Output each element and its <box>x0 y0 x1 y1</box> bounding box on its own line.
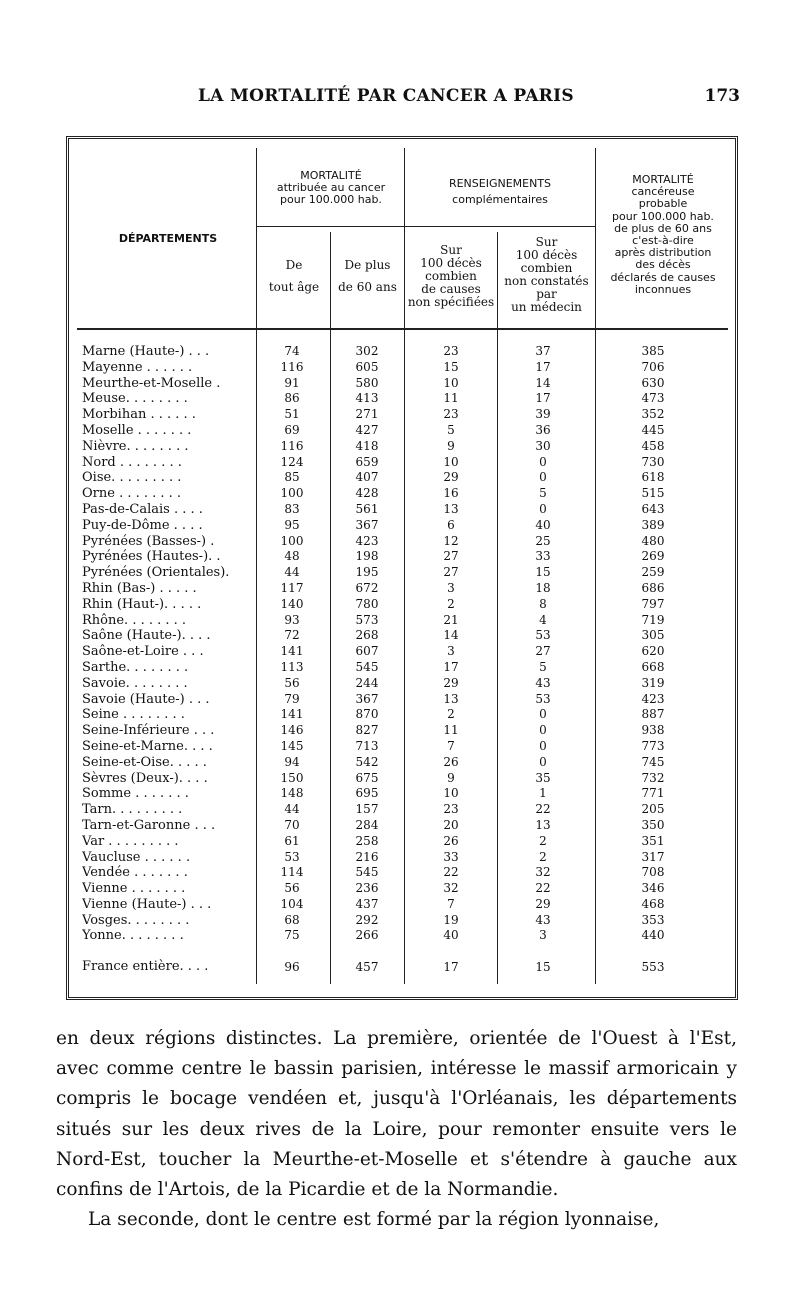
cell-probable: 732 <box>641 770 665 785</box>
cell-non-const: 33 <box>535 549 551 564</box>
cell-non-const: 5 <box>539 659 547 674</box>
table-row <box>77 818 737 834</box>
cell-plus-60: 713 <box>355 738 379 753</box>
table-row <box>77 391 737 407</box>
cell-non-const: 43 <box>535 675 551 690</box>
table-row <box>77 565 737 581</box>
cell-tout-age: 94 <box>284 754 300 769</box>
body-text <box>56 1024 737 1235</box>
table-row <box>77 692 737 708</box>
cell-non-const: 22 <box>535 881 551 896</box>
cell-non-spec: 14 <box>443 628 459 643</box>
cell-tout-age: 91 <box>284 375 300 390</box>
table-row <box>77 739 737 755</box>
cell-probable: 352 <box>641 407 665 422</box>
table-row <box>77 865 737 881</box>
departement-name: Marne (Haute-) . . . <box>82 344 210 359</box>
cell-probable: 797 <box>641 596 665 611</box>
cell-plus-60: 244 <box>355 675 379 690</box>
cell-plus-60: 542 <box>355 754 379 769</box>
departement-name: Oise. . . . . . . . . <box>82 470 182 486</box>
total-departement: France entière. . . . <box>82 959 209 974</box>
cell-tout-age: 86 <box>284 391 300 406</box>
departement-name: Orne . . . . . . . . <box>82 486 182 502</box>
cell-non-spec: 10 <box>443 454 459 469</box>
cell-non-spec: 26 <box>443 833 459 848</box>
cell-probable: 353 <box>641 912 665 927</box>
cell-plus-60: 268 <box>355 628 379 643</box>
cell-non-spec: 2 <box>447 596 455 611</box>
table-row <box>77 850 737 866</box>
departement-name: Savoie. . . . . . . . <box>82 675 188 691</box>
cell-non-const: 8 <box>539 596 547 611</box>
table-row <box>77 913 737 929</box>
subheader-rule-left <box>256 226 404 227</box>
departement-name: Sèvres (Deux-). . . . <box>82 770 208 786</box>
cell-tout-age: 124 <box>280 454 304 469</box>
cell-tout-age: 93 <box>284 612 300 627</box>
cell-non-const: 25 <box>535 533 551 548</box>
departement-name: Vienne . . . . . . . <box>82 881 186 897</box>
table-row <box>77 755 737 771</box>
table-row <box>77 881 737 897</box>
cell-probable: 346 <box>641 881 665 896</box>
total-non-const: 15 <box>535 960 551 974</box>
cell-plus-60: 605 <box>355 359 379 374</box>
table-row <box>77 502 737 518</box>
cell-tout-age: 68 <box>284 912 300 927</box>
cell-probable: 708 <box>641 865 665 880</box>
cell-non-spec: 20 <box>443 817 459 832</box>
cell-non-const: 0 <box>539 723 547 738</box>
cell-tout-age: 61 <box>284 833 300 848</box>
table-row <box>77 802 737 818</box>
cell-non-spec: 29 <box>443 675 459 690</box>
page-header <box>0 86 800 116</box>
total-tout-age: 96 <box>284 960 300 974</box>
cell-non-const: 30 <box>535 438 551 453</box>
cell-probable: 730 <box>641 454 665 469</box>
cell-plus-60: 216 <box>355 849 379 864</box>
table-row <box>77 628 737 644</box>
cell-non-const: 2 <box>539 833 547 848</box>
cell-non-const: 13 <box>535 817 551 832</box>
cell-tout-age: 140 <box>280 596 304 611</box>
departement-name: Sarthe. . . . . . . . <box>82 659 189 675</box>
table-row <box>77 376 737 392</box>
cell-non-const: 37 <box>535 344 551 358</box>
cell-plus-60: 284 <box>355 817 379 832</box>
departement-name: Vaucluse . . . . . . <box>82 849 191 865</box>
cell-probable: 745 <box>641 754 665 769</box>
header-renseignements: RENSEIGNEMENTS complémentaires <box>448 177 552 206</box>
table-row <box>77 534 737 550</box>
cell-non-const: 0 <box>539 454 547 469</box>
cell-non-spec: 23 <box>443 802 459 817</box>
cell-tout-age: 75 <box>284 928 300 943</box>
cell-probable: 643 <box>641 501 665 516</box>
table-row <box>77 834 737 850</box>
cell-non-const: 43 <box>535 912 551 927</box>
cell-probable: 458 <box>641 438 665 453</box>
cell-non-const: 0 <box>539 501 547 516</box>
cell-tout-age: 100 <box>280 486 304 501</box>
cell-non-const: 2 <box>539 849 547 864</box>
cell-non-spec: 40 <box>443 928 459 943</box>
cell-tout-age: 104 <box>280 896 304 911</box>
cell-tout-age: 48 <box>284 549 300 564</box>
cell-non-spec: 23 <box>443 344 459 358</box>
departement-name: Yonne. . . . . . . . <box>82 928 184 944</box>
body-paragraph-1: en deux régions distinctes. La première, orientée de l'Ouest à l'Est, avec comme centre le bassin parisien, intéresse le massif armoricain y compris le bocage vendéen et, jusqu'à l'Orléanais, les départements situés sur les deux rives de la Loire, pour remonter ensuite vers le Nord-Est, toucher la Meurthe-et-Moselle et s'étendre à gauche aux confins de l'Artois, de la Picardie et de la Normandie. <box>56 1028 737 1201</box>
cell-non-spec: 22 <box>443 865 459 880</box>
table-row <box>77 928 737 944</box>
cell-non-spec: 21 <box>443 612 459 627</box>
cell-plus-60: 437 <box>355 896 379 911</box>
cell-tout-age: 53 <box>284 849 300 864</box>
cell-plus-60: 157 <box>355 802 379 817</box>
cell-plus-60: 367 <box>355 517 379 532</box>
cell-probable: 515 <box>641 486 665 501</box>
cell-non-spec: 32 <box>443 881 459 896</box>
header-mortalite-probable: MORTALITÉ cancéreuse probable pour 100.000 hab. de plus de 60 ans c'est-à-dire après distribution des décès déclarés de causes inconnues <box>610 173 716 296</box>
cell-non-const: 15 <box>535 565 551 580</box>
cell-probable: 938 <box>641 723 665 738</box>
cell-probable: 771 <box>641 786 665 801</box>
cell-probable: 423 <box>641 691 665 706</box>
cell-probable: 668 <box>641 659 665 674</box>
cell-plus-60: 198 <box>355 549 379 564</box>
total-plus-60: 457 <box>355 960 379 974</box>
table-row <box>77 707 737 723</box>
departement-name: Vendée . . . . . . . <box>82 865 188 881</box>
cell-non-spec: 6 <box>447 517 455 532</box>
cell-tout-age: 51 <box>284 407 300 422</box>
cell-tout-age: 56 <box>284 675 300 690</box>
cell-non-const: 32 <box>535 865 551 880</box>
cell-probable: 319 <box>641 675 665 690</box>
cell-plus-60: 545 <box>355 865 379 880</box>
header-de-tout-age: De tout âge <box>268 258 320 294</box>
cell-tout-age: 70 <box>284 817 300 832</box>
table-row <box>77 549 737 565</box>
cell-tout-age: 148 <box>280 786 304 801</box>
table-row <box>77 470 737 486</box>
departement-name: Pyrénées (Orientales). <box>82 565 230 581</box>
departement-name: Tarn. . . . . . . . . <box>82 802 183 818</box>
cell-non-const: 0 <box>539 707 547 722</box>
departement-name: Saône (Haute-). . . . <box>82 628 211 644</box>
cell-tout-age: 100 <box>280 533 304 548</box>
cell-non-const: 40 <box>535 517 551 532</box>
table-row <box>77 455 737 471</box>
cell-tout-age: 56 <box>284 881 300 896</box>
total-non-spec: 17 <box>443 960 459 974</box>
cell-plus-60: 292 <box>355 912 379 927</box>
cell-non-spec: 29 <box>443 470 459 485</box>
cell-non-const: 5 <box>539 486 547 501</box>
departement-name: Rhin (Bas-) . . . . . <box>82 580 197 596</box>
cell-non-spec: 15 <box>443 359 459 374</box>
cell-non-spec: 10 <box>443 786 459 801</box>
table-row <box>77 439 737 455</box>
table-row <box>77 613 737 629</box>
subheader-rule-mid <box>404 226 595 227</box>
departement-name: Savoie (Haute-) . . . <box>82 691 210 707</box>
cell-non-spec: 3 <box>447 580 455 595</box>
table-row <box>77 518 737 534</box>
departement-name: Rhône. . . . . . . . <box>82 612 187 628</box>
departement-name: Pyrénées (Basses-) . <box>82 533 215 549</box>
table-row <box>77 676 737 692</box>
table-row <box>77 581 737 597</box>
cell-non-const: 0 <box>539 754 547 769</box>
cell-plus-60: 573 <box>355 612 379 627</box>
cell-non-const: 4 <box>539 612 547 627</box>
cell-plus-60: 675 <box>355 770 379 785</box>
cell-plus-60: 780 <box>355 596 379 611</box>
cell-non-const: 0 <box>539 470 547 485</box>
cell-non-spec: 5 <box>447 422 455 437</box>
cell-probable: 385 <box>641 344 665 358</box>
cell-non-const: 29 <box>535 896 551 911</box>
cell-non-const: 35 <box>535 770 551 785</box>
cell-plus-60: 672 <box>355 580 379 595</box>
cell-tout-age: 44 <box>284 802 300 817</box>
cell-plus-60: 418 <box>355 438 379 453</box>
cell-probable: 351 <box>641 833 665 848</box>
cell-non-spec: 10 <box>443 375 459 390</box>
cell-non-spec: 33 <box>443 849 459 864</box>
cell-non-spec: 13 <box>443 501 459 516</box>
cell-plus-60: 827 <box>355 723 379 738</box>
cell-non-const: 14 <box>535 375 551 390</box>
cell-tout-age: 72 <box>284 628 300 643</box>
cell-tout-age: 79 <box>284 691 300 706</box>
departement-name: Somme . . . . . . . <box>82 786 189 802</box>
departement-name: Saône-et-Loire . . . <box>82 644 204 660</box>
body-paragraph-2: La seconde, dont le centre est formé par la région lyonnaise, <box>88 1209 660 1231</box>
cell-non-spec: 16 <box>443 486 459 501</box>
cell-non-spec: 7 <box>447 896 455 911</box>
cell-non-spec: 27 <box>443 549 459 564</box>
cell-tout-age: 141 <box>280 707 304 722</box>
table-row <box>77 344 737 360</box>
cell-plus-60: 407 <box>355 470 379 485</box>
cell-non-spec: 11 <box>443 723 459 738</box>
header-de-plus-60: De plus de 60 ans <box>338 258 397 294</box>
cell-non-const: 53 <box>535 628 551 643</box>
departement-name: Pyrénées (Hautes-). . <box>82 549 221 565</box>
cell-probable: 205 <box>641 802 665 817</box>
table-row <box>77 597 737 613</box>
cell-probable: 468 <box>641 896 665 911</box>
cell-plus-60: 427 <box>355 422 379 437</box>
cell-probable: 473 <box>641 391 665 406</box>
cell-non-spec: 13 <box>443 691 459 706</box>
departement-name: Meuse. . . . . . . . <box>82 391 188 407</box>
cell-plus-60: 607 <box>355 644 379 659</box>
cell-probable: 686 <box>641 580 665 595</box>
table-body <box>77 344 737 944</box>
table-row <box>77 486 737 502</box>
cell-probable: 620 <box>641 644 665 659</box>
table-row <box>77 771 737 787</box>
cell-non-spec: 2 <box>447 707 455 722</box>
cell-probable: 706 <box>641 359 665 374</box>
cell-non-spec: 9 <box>447 438 455 453</box>
cell-plus-60: 695 <box>355 786 379 801</box>
departement-name: Vienne (Haute-) . . . <box>82 896 212 912</box>
cell-probable: 630 <box>641 375 665 390</box>
cell-plus-60: 302 <box>355 344 379 358</box>
cell-tout-age: 116 <box>280 359 304 374</box>
cell-plus-60: 580 <box>355 375 379 390</box>
departement-name: Rhin (Haut-). . . . . <box>82 596 202 612</box>
running-title: LA MORTALITÉ PAR CANCER A PARIS <box>198 86 574 106</box>
cell-non-spec: 26 <box>443 754 459 769</box>
table-row <box>77 723 737 739</box>
cell-non-const: 27 <box>535 644 551 659</box>
cell-tout-age: 85 <box>284 470 300 485</box>
table-row <box>77 407 737 423</box>
departement-name: Morbihan . . . . . . <box>82 407 196 423</box>
cell-non-spec: 19 <box>443 912 459 927</box>
cell-non-const: 39 <box>535 407 551 422</box>
cell-non-const: 3 <box>539 928 547 943</box>
cell-non-const: 36 <box>535 422 551 437</box>
cell-non-spec: 11 <box>443 391 459 406</box>
table-row <box>77 897 737 913</box>
cell-tout-age: 83 <box>284 501 300 516</box>
departement-name: Nièvre. . . . . . . . <box>82 438 189 454</box>
cell-probable: 350 <box>641 817 665 832</box>
departement-name: Mayenne . . . . . . <box>82 359 193 375</box>
header-non-specifiees: Sur 100 décès combien de causes non spécifiées <box>407 243 495 309</box>
departement-name: Var . . . . . . . . . <box>82 833 179 849</box>
cell-non-spec: 27 <box>443 565 459 580</box>
table-row <box>77 786 737 802</box>
cell-non-spec: 7 <box>447 738 455 753</box>
cell-non-spec: 3 <box>447 644 455 659</box>
total-probable: 553 <box>641 960 665 974</box>
cell-non-const: 22 <box>535 802 551 817</box>
cell-plus-60: 236 <box>355 881 379 896</box>
cell-non-const: 17 <box>535 391 551 406</box>
table-row <box>77 660 737 676</box>
cell-tout-age: 150 <box>280 770 304 785</box>
cell-plus-60: 258 <box>355 833 379 848</box>
cell-probable: 445 <box>641 422 665 437</box>
table-row <box>77 423 737 439</box>
cell-non-const: 0 <box>539 738 547 753</box>
cell-non-const: 1 <box>539 786 547 801</box>
departement-name: Moselle . . . . . . . <box>82 422 192 438</box>
cell-tout-age: 146 <box>280 723 304 738</box>
departement-name: Tarn-et-Garonne . . . <box>82 817 216 833</box>
cell-plus-60: 659 <box>355 454 379 469</box>
cell-probable: 440 <box>641 928 665 943</box>
cell-plus-60: 423 <box>355 533 379 548</box>
cell-non-const: 18 <box>535 580 551 595</box>
cell-plus-60: 870 <box>355 707 379 722</box>
cell-tout-age: 69 <box>284 422 300 437</box>
cell-tout-age: 145 <box>280 738 304 753</box>
cell-plus-60: 195 <box>355 565 379 580</box>
cell-probable: 317 <box>641 849 665 864</box>
departement-name: Seine-et-Oise. . . . . <box>82 754 207 770</box>
cell-non-spec: 23 <box>443 407 459 422</box>
cell-plus-60: 266 <box>355 928 379 943</box>
cell-tout-age: 141 <box>280 644 304 659</box>
table-row <box>77 360 737 376</box>
cell-tout-age: 95 <box>284 517 300 532</box>
cell-tout-age: 44 <box>284 565 300 580</box>
departement-name: Seine . . . . . . . . <box>82 707 185 723</box>
departement-name: Puy-de-Dôme . . . . <box>82 517 203 533</box>
departement-name: Nord . . . . . . . . <box>82 454 182 470</box>
cell-plus-60: 413 <box>355 391 379 406</box>
cell-plus-60: 561 <box>355 501 379 516</box>
page-number: 173 <box>704 86 740 106</box>
table-row <box>77 644 737 660</box>
cell-probable: 389 <box>641 517 665 532</box>
departement-name: Seine-et-Marne. . . . <box>82 738 213 754</box>
cell-tout-age: 113 <box>280 659 304 674</box>
cell-tout-age: 117 <box>280 580 304 595</box>
departement-name: Seine-Inférieure . . . <box>82 723 215 739</box>
cell-non-spec: 17 <box>443 659 459 674</box>
cell-tout-age: 114 <box>280 865 304 880</box>
cell-plus-60: 428 <box>355 486 379 501</box>
cell-non-const: 17 <box>535 359 551 374</box>
departement-name: Meurthe-et-Moselle . <box>82 375 221 391</box>
cell-probable: 259 <box>641 565 665 580</box>
cell-probable: 305 <box>641 628 665 643</box>
cell-probable: 269 <box>641 549 665 564</box>
departement-name: Pas-de-Calais . . . . <box>82 501 203 517</box>
cell-probable: 719 <box>641 612 665 627</box>
departement-name: Vosges. . . . . . . . <box>82 912 190 928</box>
cell-non-spec: 12 <box>443 533 459 548</box>
cell-probable: 618 <box>641 470 665 485</box>
cell-probable: 480 <box>641 533 665 548</box>
header-mortalite-group: MORTALITÉ attribuée au cancer pour 100.000 hab. <box>276 169 386 206</box>
cell-non-spec: 9 <box>447 770 455 785</box>
cell-non-const: 53 <box>535 691 551 706</box>
cell-probable: 887 <box>641 707 665 722</box>
header-departements: DÉPARTEMENTS <box>118 232 218 245</box>
cell-tout-age: 74 <box>284 344 300 358</box>
cell-probable: 773 <box>641 738 665 753</box>
header-non-constates: Sur 100 décès combien non constatés par un médecin <box>504 235 589 314</box>
cell-plus-60: 367 <box>355 691 379 706</box>
cell-tout-age: 116 <box>280 438 304 453</box>
total-row <box>77 958 737 976</box>
cell-plus-60: 545 <box>355 659 379 674</box>
cell-plus-60: 271 <box>355 407 379 422</box>
header-bottom-rule <box>77 328 728 330</box>
